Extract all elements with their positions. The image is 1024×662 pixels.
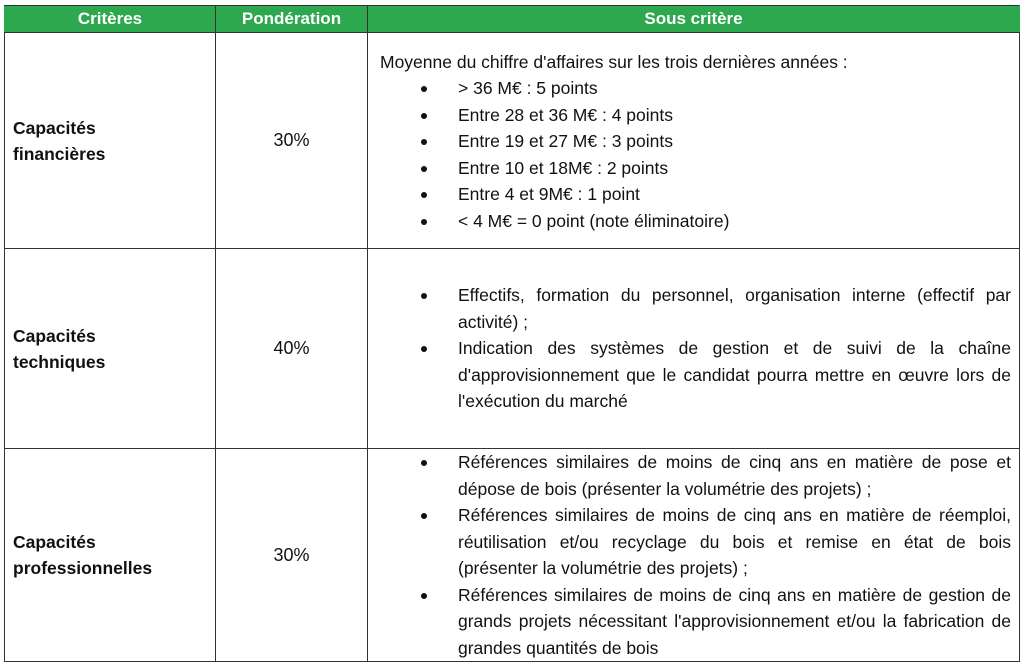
header-row (5, 6, 1020, 33)
weight-cell: 30% (216, 449, 368, 662)
subcriteria-cell (368, 249, 1020, 449)
table-row (5, 449, 1020, 662)
list-item: > 36 M€ : 5 points (380, 75, 1011, 102)
criterion-label-line2: techniques (13, 351, 106, 372)
criterion-cell (5, 33, 216, 249)
criterion-label-line2: financières (13, 143, 106, 164)
header-sous-critere: Sous critère (368, 6, 1020, 33)
list-item: Entre 28 et 36 M€ : 4 points (380, 102, 1011, 129)
weight-cell: 30% (216, 33, 368, 249)
criterion-cell (5, 249, 216, 449)
table-row (5, 249, 1020, 449)
criterion-label-line1: Capacités (13, 325, 96, 346)
criterion-label-line1: Capacités (13, 117, 96, 138)
table-row (5, 33, 1020, 249)
subcriteria-cell (368, 33, 1020, 249)
list-item: Indication des systèmes de gestion et de suivi de la chaîne d'approvisionnement que le candidat pourra mettre en œuvre lors de l'exécution du marché (380, 335, 1011, 415)
subcriteria-list (380, 282, 1011, 415)
subcriteria-list (380, 449, 1011, 661)
list-item: Entre 4 et 9M€ : 1 point (380, 181, 1011, 208)
list-item: Entre 19 et 27 M€ : 3 points (380, 128, 1011, 155)
list-item: Références similaires de moins de cinq ans en matière de pose et dépose de bois (présenter la volumétrie des projets) ; (380, 449, 1011, 502)
list-item: Références similaires de moins de cinq ans en matière de gestion de grands projets nécessitant l'approvisionnement et/ou la fabrication de grandes quantités de bois (380, 582, 1011, 662)
criterion-label-line1: Capacités (13, 532, 96, 552)
criterion-label-line2: professionnelles (13, 558, 153, 578)
subcriteria-cell (368, 449, 1020, 662)
list-item: Effectifs, formation du personnel, organisation interne (effectif par activité) ; (380, 282, 1011, 335)
subcriteria-intro: Moyenne du chiffre d'affaires sur les trois dernières années : (380, 51, 848, 72)
list-item: Entre 10 et 18M€ : 2 points (380, 155, 1011, 182)
criteria-table (4, 5, 1020, 662)
list-item: < 4 M€ = 0 point (note éliminatoire) (380, 208, 1011, 235)
criterion-cell (5, 449, 216, 662)
weight-cell: 40% (216, 249, 368, 449)
header-criteres: Critères (5, 6, 216, 33)
subcriteria-list (380, 75, 1011, 234)
header-ponderation: Pondération (216, 6, 368, 33)
list-item: Références similaires de moins de cinq ans en matière de réemploi, réutilisation et/ou recyclage du bois et remise en état de bois (présenter la volumétrie des projets) ; (380, 502, 1011, 582)
